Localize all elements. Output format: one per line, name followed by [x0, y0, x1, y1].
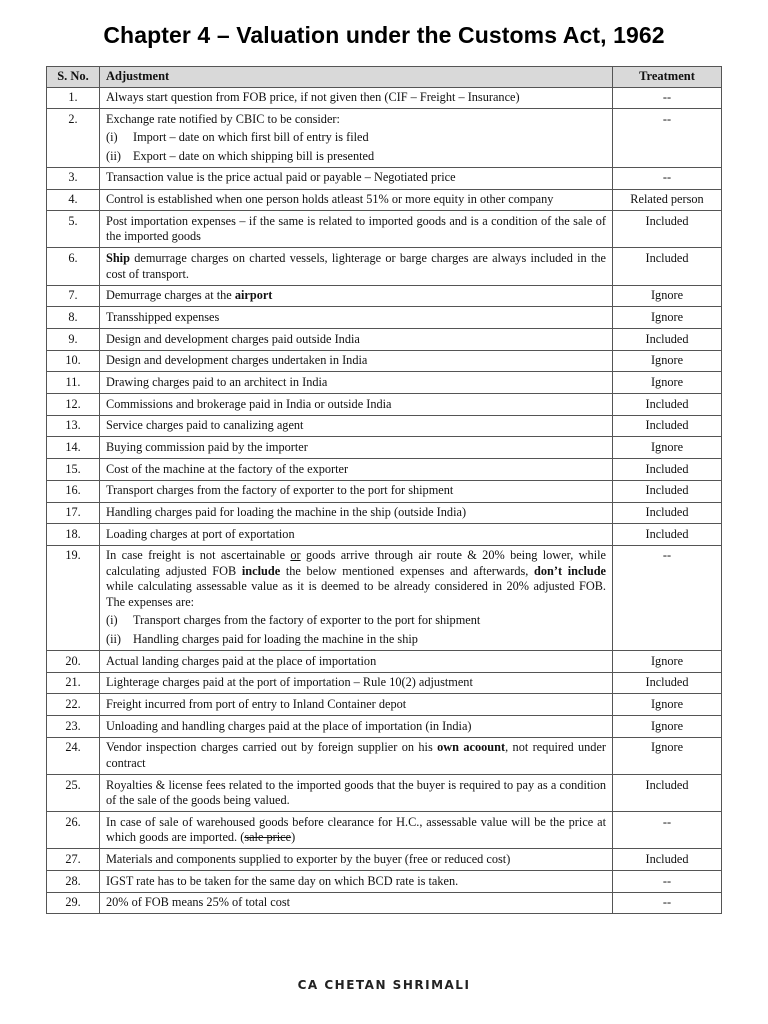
row-sno: 17. — [47, 502, 100, 524]
row-treatment: -- — [613, 87, 722, 109]
page-title: Chapter 4 – Valuation under the Customs Act, 1962 — [103, 22, 665, 48]
text-run: the below mentioned expenses and afterwards, — [280, 563, 535, 578]
footer-author: CA CHETAN SHRIMALI — [297, 978, 471, 992]
row-adjustment: Post importation expenses – if the same is related to imported goods and is a condition of the sale of the imported goods — [100, 211, 613, 248]
row-sno: 27. — [47, 849, 100, 871]
row-treatment: Included — [613, 459, 722, 481]
row-treatment: Included — [613, 248, 722, 285]
valuation-table — [46, 66, 722, 914]
table-row — [47, 651, 722, 673]
row-treatment: Ignore — [613, 694, 722, 716]
row-adjustment: Service charges paid to canalizing agent — [100, 415, 613, 437]
row-sno: 16. — [47, 480, 100, 502]
table-row — [47, 871, 722, 893]
row-adjustment: Actual landing charges paid at the place of importation — [100, 651, 613, 673]
bold-text: airport — [234, 288, 273, 303]
row-sno: 21. — [47, 672, 100, 694]
row-treatment: Included — [613, 415, 722, 437]
row-sno: 20. — [47, 651, 100, 673]
row-sno: 28. — [47, 871, 100, 893]
row-adjustment: Loading charges at port of exportation — [100, 524, 613, 546]
row-treatment: Included — [613, 849, 722, 871]
row-sno: 23. — [47, 716, 100, 738]
row-treatment: Ignore — [613, 737, 722, 774]
row-adjustment — [100, 109, 613, 168]
row-treatment: Included — [613, 329, 722, 351]
table-row — [47, 285, 722, 307]
row-adjustment: Lighterage charges paid at the port of importation – Rule 10(2) adjustment — [100, 672, 613, 694]
row-treatment: Ignore — [613, 437, 722, 459]
sub-item-marker: (i) — [106, 130, 118, 145]
header-adjustment: Adjustment — [100, 67, 613, 88]
row-treatment: Ignore — [613, 716, 722, 738]
row-adjustment: Commissions and brokerage paid in India or outside India — [100, 394, 613, 416]
row-adjustment: Unloading and handling charges paid at the place of importation (in India) — [100, 716, 613, 738]
row-adjustment: 20% of FOB means 25% of total cost — [100, 892, 613, 914]
table-row — [47, 189, 722, 211]
row-treatment: Ignore — [613, 651, 722, 673]
row-adjustment: Design and development charges undertaken in India — [100, 350, 613, 372]
row-adjustment: Materials and components supplied to exporter by the buyer (free or reduced cost) — [100, 849, 613, 871]
row-sno: 3. — [47, 167, 100, 189]
sub-item-marker: (ii) — [106, 631, 122, 646]
underlined-text: or — [290, 548, 301, 563]
row-adjustment-text: , not required under contract — [106, 740, 607, 770]
sub-item-text: Handling charges paid for loading the machine in the ship — [133, 631, 418, 646]
table-row — [47, 775, 722, 812]
bold-text: include — [241, 563, 281, 578]
table-row — [47, 849, 722, 871]
row-treatment: Included — [613, 480, 722, 502]
row-adjustment-text: demurrage charges on charted vessels, lighterage or barge charges are always included in the cost of transport. — [106, 251, 606, 281]
row-treatment: Ignore — [613, 350, 722, 372]
row-sno: 29. — [47, 892, 100, 914]
row-sno: 5. — [47, 211, 100, 248]
row-treatment: -- — [613, 892, 722, 914]
table-row — [47, 307, 722, 329]
table-header-row — [47, 67, 722, 88]
row-adjustment — [100, 737, 613, 774]
text-run: In case freight is not ascertainable — [106, 548, 291, 563]
row-sno: 7. — [47, 285, 100, 307]
row-sno: 12. — [47, 394, 100, 416]
bold-text: own acoount — [437, 740, 506, 755]
table-row — [47, 892, 722, 914]
row-treatment: Ignore — [613, 285, 722, 307]
row-treatment: -- — [613, 545, 722, 650]
row-sno: 26. — [47, 812, 100, 849]
row-sno: 24. — [47, 737, 100, 774]
table-row — [47, 211, 722, 248]
row-treatment: Related person — [613, 189, 722, 211]
row-sno: 9. — [47, 329, 100, 351]
row-sno: 25. — [47, 775, 100, 812]
bold-text: don’t include — [534, 563, 606, 578]
strikethrough-text: sale price — [244, 830, 292, 845]
row-adjustment — [100, 248, 613, 285]
row-treatment: Included — [613, 394, 722, 416]
text-run: goods arrive through air route & 20% being lower, while calculating adjusted FOB — [106, 548, 606, 578]
row-adjustment-text: In case of sale of warehoused goods before clearance for H.C., assessable value will be the price at which goods are imported. ( — [106, 814, 606, 845]
row-sno: 10. — [47, 350, 100, 372]
sub-item-text: Import – date on which first bill of entry is filed — [133, 130, 369, 145]
row-adjustment: Design and development charges paid outside India — [100, 329, 613, 351]
row-sno: 1. — [47, 87, 100, 109]
row-treatment: Included — [613, 502, 722, 524]
row-sno: 6. — [47, 248, 100, 285]
sub-item-text: Export – date on which shipping bill is presented — [133, 148, 375, 163]
row-adjustment: Control is established when one person holds atleast 51% or more equity in other company — [100, 189, 613, 211]
row-sno: 13. — [47, 415, 100, 437]
sub-item — [106, 130, 606, 146]
row-treatment: -- — [613, 812, 722, 849]
table-row — [47, 694, 722, 716]
row-sno: 14. — [47, 437, 100, 459]
sub-item-marker: (ii) — [106, 148, 122, 163]
table-row — [47, 524, 722, 546]
row-treatment: Included — [613, 775, 722, 812]
table-row — [47, 812, 722, 849]
row-adjustment — [100, 812, 613, 849]
row-adjustment: Transshipped expenses — [100, 307, 613, 329]
table-row — [47, 372, 722, 394]
table-row — [47, 737, 722, 774]
row-sno: 18. — [47, 524, 100, 546]
row-treatment: Included — [613, 672, 722, 694]
row-adjustment-text: Exchange rate notified by CBIC to be consider: — [106, 111, 340, 126]
table-row — [47, 672, 722, 694]
table-row — [47, 350, 722, 372]
row-adjustment: Transaction value is the price actual paid or payable – Negotiated price — [100, 167, 613, 189]
row-treatment: -- — [613, 871, 722, 893]
table-row — [47, 502, 722, 524]
row-treatment: Included — [613, 211, 722, 248]
row-adjustment — [100, 545, 613, 650]
row-sno: 2. — [47, 109, 100, 168]
table-row — [47, 415, 722, 437]
row-adjustment: Cost of the machine at the factory of the exporter — [100, 459, 613, 481]
row-sno: 11. — [47, 372, 100, 394]
row-sno: 15. — [47, 459, 100, 481]
row-adjustment: Buying commission paid by the importer — [100, 437, 613, 459]
row-treatment: -- — [613, 109, 722, 168]
row-treatment: Included — [613, 524, 722, 546]
table-row — [47, 545, 722, 650]
table-row — [47, 329, 722, 351]
row-adjustment: Handling charges paid for loading the machine in the ship (outside India) — [100, 502, 613, 524]
header-sno: S. No. — [47, 67, 100, 88]
text-run: while calculating assessable value as it is deemed to be already considered in 20% adjusted FOB. The expenses are: — [106, 579, 606, 609]
row-sno: 8. — [47, 307, 100, 329]
row-treatment: -- — [613, 167, 722, 189]
table-row — [47, 437, 722, 459]
table-row — [47, 480, 722, 502]
row-adjustment: Drawing charges paid to an architect in India — [100, 372, 613, 394]
row-adjustment: Freight incurred from port of entry to Inland Container depot — [100, 694, 613, 716]
table-row — [47, 167, 722, 189]
header-treatment: Treatment — [613, 67, 722, 88]
row-adjustment: Royalties & license fees related to the imported goods that the buyer is required to pay as a condition of the sale of the goods being valued. — [100, 775, 613, 812]
sub-item-marker: (i) — [106, 613, 118, 628]
row-sno: 22. — [47, 694, 100, 716]
sub-item-text: Transport charges from the factory of exporter to the port for shipment — [133, 613, 481, 628]
row-adjustment: IGST rate has to be taken for the same day on which BCD rate is taken. — [100, 871, 613, 893]
bold-text: Ship — [106, 251, 130, 266]
row-sno: 19. — [47, 545, 100, 650]
table-row — [47, 394, 722, 416]
row-adjustment-text: Demurrage charges at the — [106, 288, 235, 303]
sub-item — [106, 149, 606, 165]
sub-item — [106, 632, 606, 648]
table-row — [47, 109, 722, 168]
row-adjustment — [100, 285, 613, 307]
table-row — [47, 459, 722, 481]
table-row — [47, 248, 722, 285]
row-treatment: Ignore — [613, 372, 722, 394]
sub-item — [106, 613, 606, 629]
row-adjustment: Transport charges from the factory of exporter to the port for shipment — [100, 480, 613, 502]
row-adjustment-text: ) — [291, 830, 296, 845]
row-sno: 4. — [47, 189, 100, 211]
table-row — [47, 87, 722, 109]
row-adjustment-text: Vendor inspection charges carried out by foreign supplier on his — [106, 740, 438, 755]
row-adjustment: Always start question from FOB price, if not given then (CIF – Freight – Insurance) — [100, 87, 613, 109]
table-row — [47, 716, 722, 738]
row-adjustment-text — [106, 548, 606, 610]
row-treatment: Ignore — [613, 307, 722, 329]
